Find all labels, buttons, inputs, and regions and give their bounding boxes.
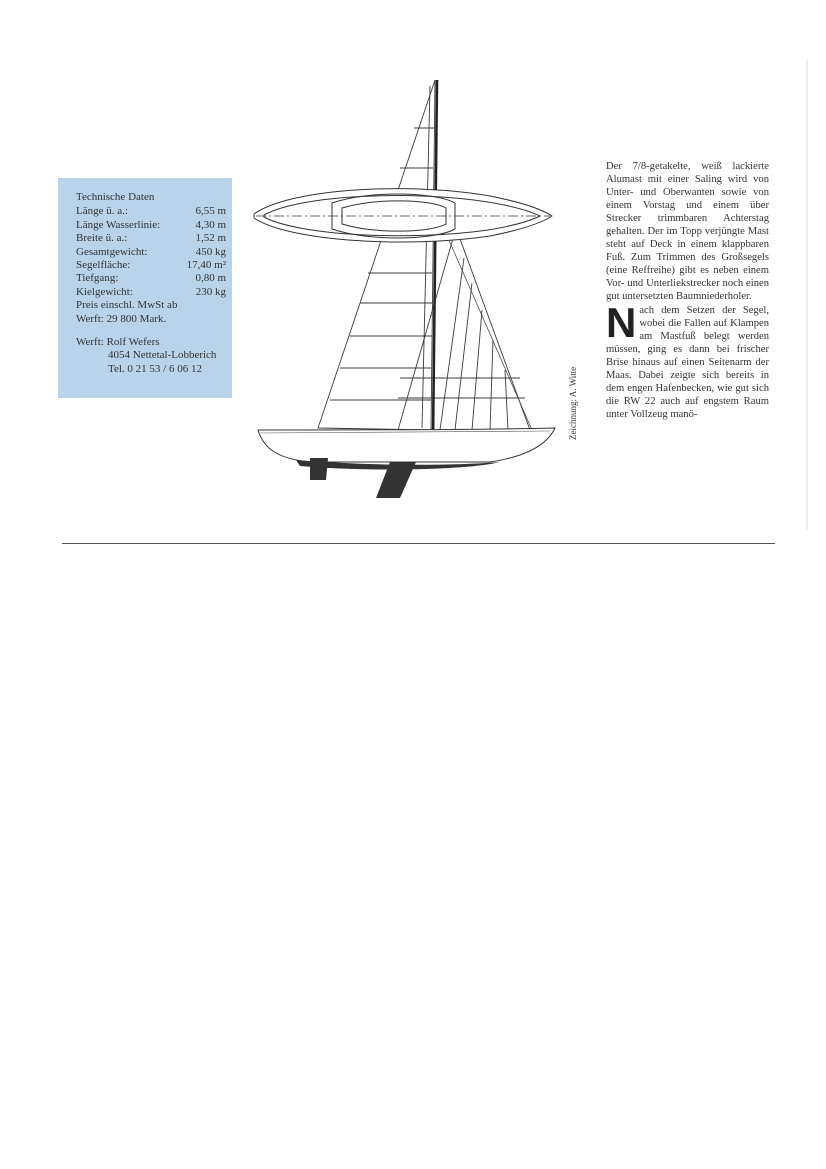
spec-label: Kielgewicht: (76, 285, 133, 298)
article-paragraph-text: ach dem Setzen der Segel, wobei die Fallen auf Klampen am Mastfuß belegt werden müssen, ging es dann bei frischer Brise hinaus auf einen Seitenarm der Maas. Dabei zeigte sich bereits in dem engen Hafenbecken, wie gut sich die RW 22 auch auf engstem Raum unter Vollzeug manö- (606, 304, 769, 420)
horizontal-rule (62, 543, 775, 544)
spec-value: 0,80 m (195, 272, 226, 285)
forestay (448, 238, 532, 430)
spec-value: 230 kg (195, 285, 226, 298)
scan-edge-mark (806, 60, 808, 530)
shipyard-phone: Tel. 0 21 53 / 6 06 12 (108, 362, 202, 375)
jib-panel-line (505, 370, 508, 430)
deck-plan (254, 189, 552, 242)
spec-label: Breite ü. a.: (76, 232, 128, 245)
spec-value: 1,52 m (195, 232, 226, 245)
technical-data-content (76, 191, 226, 376)
jib-panel-line (472, 310, 482, 430)
spec-price-amount: Werft: 29 800 Mark. (76, 312, 167, 325)
spec-value: 450 kg (195, 245, 226, 258)
mast (433, 80, 437, 440)
spec-row-waterline (76, 219, 226, 232)
article-paragraph-dropcap (606, 298, 769, 421)
article-paragraph: Der 7/8-getakelte, weiß lackierte Alumast mit einer Saling wird von Unter- und Oberwanten sowie von einem Vorstag und einem über Strecker trimmbaren Achterstag gehalten. Der im Topp verjüngte Mast steht auf Deck in einem klappbaren Fuß. Zum Trimmen des Großsegels (eine Reffreihe) gibt es neben einem Vor- und Unterliekstrecker noch einen gut untersetzten Baumniederholer. (606, 161, 769, 303)
spec-row-length (76, 205, 226, 218)
mainsail-leech-inner (422, 86, 430, 428)
spec-row-draft (76, 272, 226, 285)
spec-label: Länge Wasserlinie: (76, 218, 161, 231)
spec-row-beam (76, 232, 226, 245)
spec-label: Länge ü. a.: (76, 205, 128, 218)
spec-row-sail-area (76, 259, 226, 272)
spec-label: Tiefgang: (76, 272, 119, 285)
sailboat-drawing (250, 78, 560, 498)
spec-value: 4,30 m (195, 218, 226, 231)
technical-data-box (58, 178, 232, 398)
spec-label: Gesamtgewicht: (76, 245, 148, 258)
spec-label: Segelfläche: (76, 259, 131, 272)
jib-panel-line (490, 340, 493, 430)
jib-panel-line (440, 258, 464, 430)
spec-value: 6,55 m (195, 205, 226, 218)
article-column (606, 160, 769, 421)
shipyard-address: 4054 Nettetal-Lobberich (108, 349, 217, 362)
rudder (310, 458, 328, 480)
deck-outline (254, 189, 552, 242)
drop-cap: N (606, 298, 637, 346)
spec-row-keel-weight (76, 286, 226, 299)
spec-row-weight (76, 246, 226, 259)
shipyard-name: Werft: Rolf Wefers (76, 336, 160, 349)
drawing-credit: Zeichnung: A. Witte (568, 366, 578, 440)
technical-data-title: Technische Daten (76, 191, 155, 203)
spec-value: 17,40 m² (186, 259, 226, 272)
mainsail-outline (318, 80, 435, 430)
hull (258, 428, 555, 462)
spec-price-line: Preis einschl. MwSt ab (76, 299, 178, 312)
